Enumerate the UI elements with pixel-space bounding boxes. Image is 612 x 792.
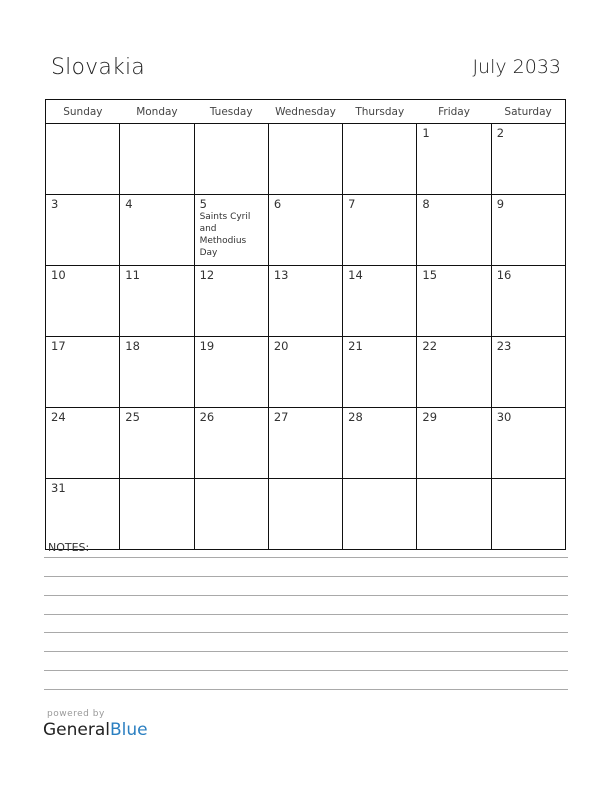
day-cell (417, 124, 491, 195)
day-number: 23 (496, 339, 512, 353)
day-cell (417, 408, 491, 479)
day-number: 29 (422, 410, 438, 424)
day-cell (343, 124, 417, 195)
day-cell (491, 479, 565, 550)
day-cell (268, 337, 342, 408)
day-number: 19 (199, 339, 215, 353)
day-cell (46, 337, 120, 408)
weekday-tuesday: Tuesday (194, 100, 268, 124)
day-cell (120, 195, 194, 266)
day-cell (120, 266, 194, 337)
weekday-wednesday: Wednesday (268, 100, 342, 124)
day-number: 3 (51, 197, 59, 211)
day-cell (268, 408, 342, 479)
day-number: 12 (199, 268, 215, 282)
day-cell (417, 266, 491, 337)
month-year-title: July 2033 (472, 56, 561, 78)
day-number: 16 (496, 268, 512, 282)
day-number: 27 (273, 410, 289, 424)
day-number: 4 (125, 197, 133, 211)
note-line (44, 670, 568, 671)
day-number: 17 (51, 339, 66, 353)
day-cell (268, 195, 342, 266)
brand-blue: Blue (110, 720, 148, 740)
day-cell (268, 266, 342, 337)
day-number: 30 (496, 410, 512, 424)
holiday-label: Saints Cyril and Methodius Day (199, 212, 251, 258)
day-number: 7 (348, 197, 356, 211)
day-number: 24 (51, 410, 66, 424)
day-cell (491, 195, 565, 266)
day-number: 10 (51, 268, 66, 282)
day-cell (491, 124, 565, 195)
note-line (44, 632, 568, 633)
day-number: 6 (273, 197, 282, 211)
day-number: 5 (199, 197, 207, 211)
day-cell (268, 479, 342, 550)
week-row (46, 408, 566, 479)
day-number: 15 (422, 268, 438, 282)
day-number: 31 (51, 481, 66, 495)
day-number: 9 (496, 197, 505, 211)
note-line (44, 595, 568, 596)
notes-label: NOTES: (48, 541, 90, 554)
day-number: 26 (199, 410, 215, 424)
week-row (46, 195, 566, 266)
day-cell (194, 266, 268, 337)
weekday-header-row (46, 100, 566, 124)
day-cell (194, 408, 268, 479)
day-cell (120, 479, 194, 550)
day-cell (417, 479, 491, 550)
day-number: 25 (125, 410, 140, 424)
note-line (44, 557, 568, 558)
day-cell (194, 195, 268, 266)
day-number: 8 (422, 197, 430, 211)
day-cell (194, 124, 268, 195)
day-number: 1 (422, 126, 430, 140)
weekday-thursday: Thursday (343, 100, 417, 124)
day-number: 20 (273, 339, 289, 353)
note-line (44, 689, 568, 690)
brand-general: General (43, 720, 110, 740)
day-cell (491, 337, 565, 408)
day-number: 18 (125, 339, 140, 353)
week-row (46, 266, 566, 337)
day-cell (120, 408, 194, 479)
day-cell (268, 124, 342, 195)
day-cell (46, 195, 120, 266)
day-cell (343, 408, 417, 479)
day-cell (343, 337, 417, 408)
day-number: 21 (348, 339, 363, 353)
day-cell (194, 479, 268, 550)
day-number: 22 (422, 339, 438, 353)
day-cell (343, 266, 417, 337)
day-number: 13 (273, 268, 289, 282)
calendar-grid (45, 99, 566, 550)
day-number: 11 (125, 268, 140, 282)
day-cell (46, 266, 120, 337)
note-line (44, 614, 568, 615)
country-title: Slovakia (51, 55, 145, 80)
weekday-friday: Friday (417, 100, 491, 124)
day-number: 2 (496, 126, 505, 140)
week-row (46, 479, 566, 550)
day-cell (491, 408, 565, 479)
powered-by-text: powered by (47, 709, 105, 719)
note-line (44, 651, 568, 652)
day-cell (46, 479, 120, 550)
day-cell (343, 195, 417, 266)
note-line (44, 576, 568, 577)
day-cell (417, 195, 491, 266)
day-cell (194, 337, 268, 408)
weekday-monday: Monday (120, 100, 194, 124)
day-number: 14 (348, 268, 363, 282)
day-cell (120, 337, 194, 408)
generalblue-logo (43, 720, 148, 740)
day-cell (343, 479, 417, 550)
day-number: 28 (348, 410, 363, 424)
day-cell (120, 124, 194, 195)
day-cell (491, 266, 565, 337)
day-cell (417, 337, 491, 408)
weekday-saturday: Saturday (491, 100, 565, 124)
weekday-sunday: Sunday (46, 100, 120, 124)
week-row (46, 337, 566, 408)
day-cell (46, 408, 120, 479)
week-row (46, 124, 566, 195)
day-cell (46, 124, 120, 195)
